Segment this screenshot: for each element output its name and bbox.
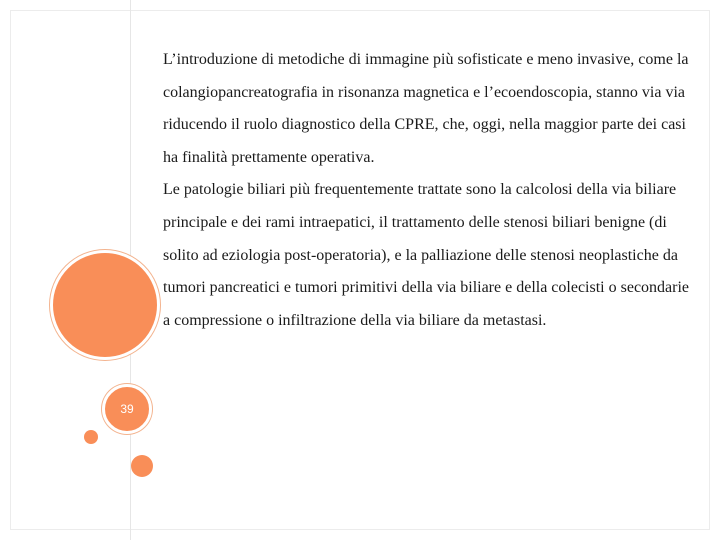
paragraph-intro: L’introduzione di metodiche di immagine più sofisticate e meno invasive, come la colangiopancreatografia in risonanza magnetica e l’ecoendoscopia, stanno via via riducendo il ruolo diagnostico della CPRE, che, oggi, nella maggior parte dei casi ha finalità prettamente operativa.: [163, 51, 689, 166]
page-number: 39: [120, 402, 134, 416]
paragraph-pathologies: Le patologie biliari più frequentemente trattate sono la calcolosi della via biliare principale e dei rami intraepatici, il trattamento delle stenosi biliari benigne (di solito ad eziologia post-operatoria), e la palliazione delle stenosi neoplastiche da tumori pancreatici e tumori primitivi della via biliare e della colecisti o secondarie a compressione o infiltrazione della via biliare da metastasi.: [163, 181, 690, 329]
decorative-large-circle: [50, 250, 160, 360]
decorative-small-circle: [131, 455, 153, 477]
decorative-small-circle: [84, 430, 98, 444]
slide-body: [163, 44, 693, 337]
